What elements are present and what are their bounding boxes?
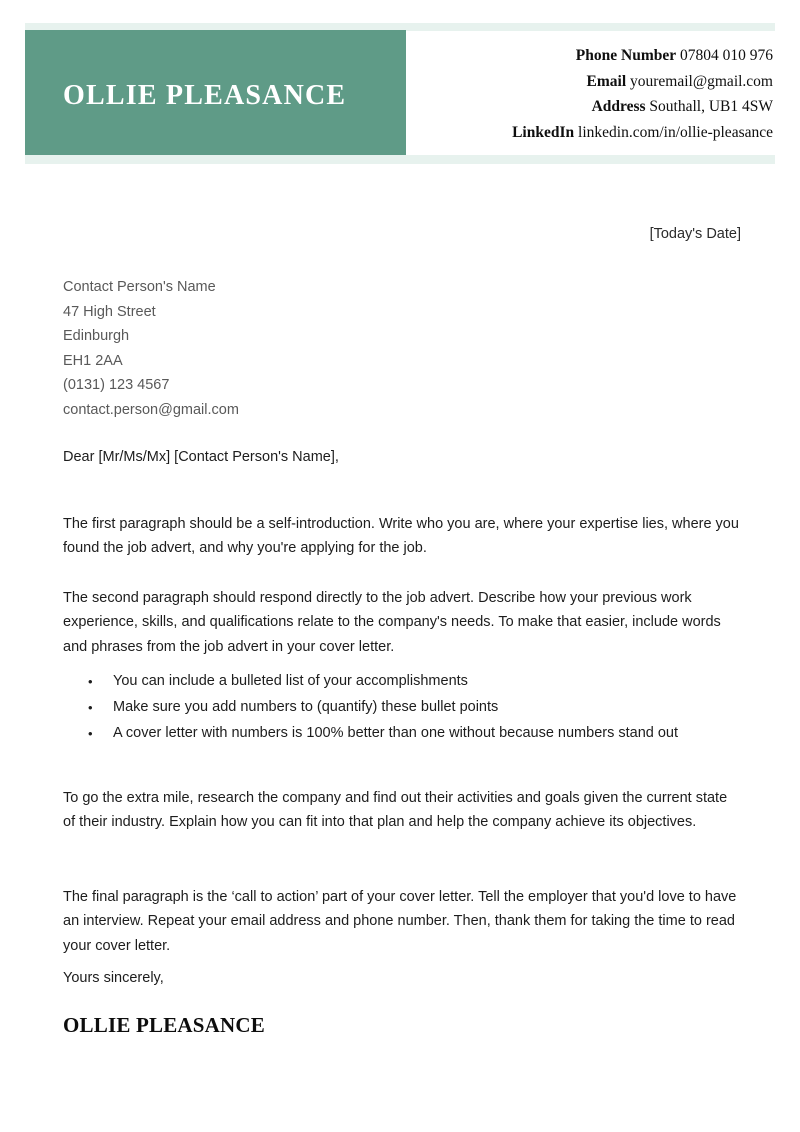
recipient-line-city: Edinburgh: [63, 328, 130, 345]
closing-salutation: Yours sincerely,: [63, 970, 164, 986]
list-item: [88, 721, 748, 747]
contact-value-email[interactable]: youremail@gmail.com: [630, 72, 773, 90]
list-item-label: A cover letter with numbers is 100% better than one without because numbers stand out: [113, 724, 679, 741]
body-paragraph-3: To go the extra mile, research the company and find out their activities and goals given the current state of their industry. Explain how you can fit into that plan and help the company achieve its objectives.: [63, 789, 728, 831]
contact-value-linkedin[interactable]: linkedin.com/in/ollie-pleasance: [578, 123, 773, 141]
page-title: OLLIE PLEASANCE: [63, 80, 347, 111]
bullet-icon: •: [88, 674, 93, 689]
recipient-line-street: 47 High Street: [63, 303, 156, 320]
contact-row-phone: [373, 43, 773, 69]
letter-date: [Today's Date]: [649, 226, 741, 242]
body-paragraph-4: The final paragraph is the ‘call to action’ part of your cover letter. Tell the employer that you'd love to have an interview. Repeat your email address and phone number. Then, thank them for taking the time to read your cover letter.: [63, 888, 737, 955]
salutation: Dear [Mr/Ms/Mx] [Contact Person's Name],: [63, 449, 339, 465]
list-item-label: You can include a bulleted list of your accomplishments: [113, 673, 468, 689]
accomplishments-bullet-list: [88, 669, 748, 746]
contact-label-linkedin: LinkedIn: [512, 123, 575, 141]
contact-value-address: Southall, UB1 4SW: [649, 98, 773, 115]
contact-row-email: [373, 69, 773, 95]
recipient-line-phone: (0131) 123 4567: [63, 377, 170, 394]
letterhead-header: [0, 0, 800, 175]
recipient-address-block: [63, 275, 239, 423]
recipient-line-postcode: EH1 2AA: [63, 352, 123, 369]
recipient-line-name: Contact Person's Name: [63, 279, 216, 295]
contact-details-list: [373, 43, 773, 145]
contact-label-phone: Phone Number: [575, 47, 677, 64]
body-paragraph-1: The first paragraph should be a self-introduction. Write who you are, where your expertise lies, where you found the job advert, and why you're applying for the job.: [63, 515, 739, 557]
recipient-line-email: contact.person@gmail.com: [63, 401, 239, 418]
bullet-icon: •: [88, 699, 93, 715]
list-item: [88, 695, 748, 721]
contact-label-email: Email: [586, 72, 627, 90]
signature-name: OLLIE PLEASANCE: [63, 1013, 265, 1037]
accent-band-bottom: [25, 155, 775, 164]
contact-label-address: Address: [591, 98, 646, 115]
contact-row-address: [373, 94, 773, 120]
bullet-icon: •: [88, 725, 93, 741]
contact-value-phone[interactable]: 07804 010 976: [680, 47, 773, 64]
list-item: [88, 669, 748, 695]
list-item-label: Make sure you add numbers to (quantify) these bullet points: [113, 698, 499, 715]
body-paragraph-2: The second paragraph should respond directly to the job advert. Describe how your previous work experience, skills, and qualifications relate to the company's needs. To make that easier, include words and phrases from the job advert in your cover letter.: [63, 589, 721, 656]
name-banner: [25, 30, 406, 155]
contact-row-linkedin: [373, 120, 773, 146]
